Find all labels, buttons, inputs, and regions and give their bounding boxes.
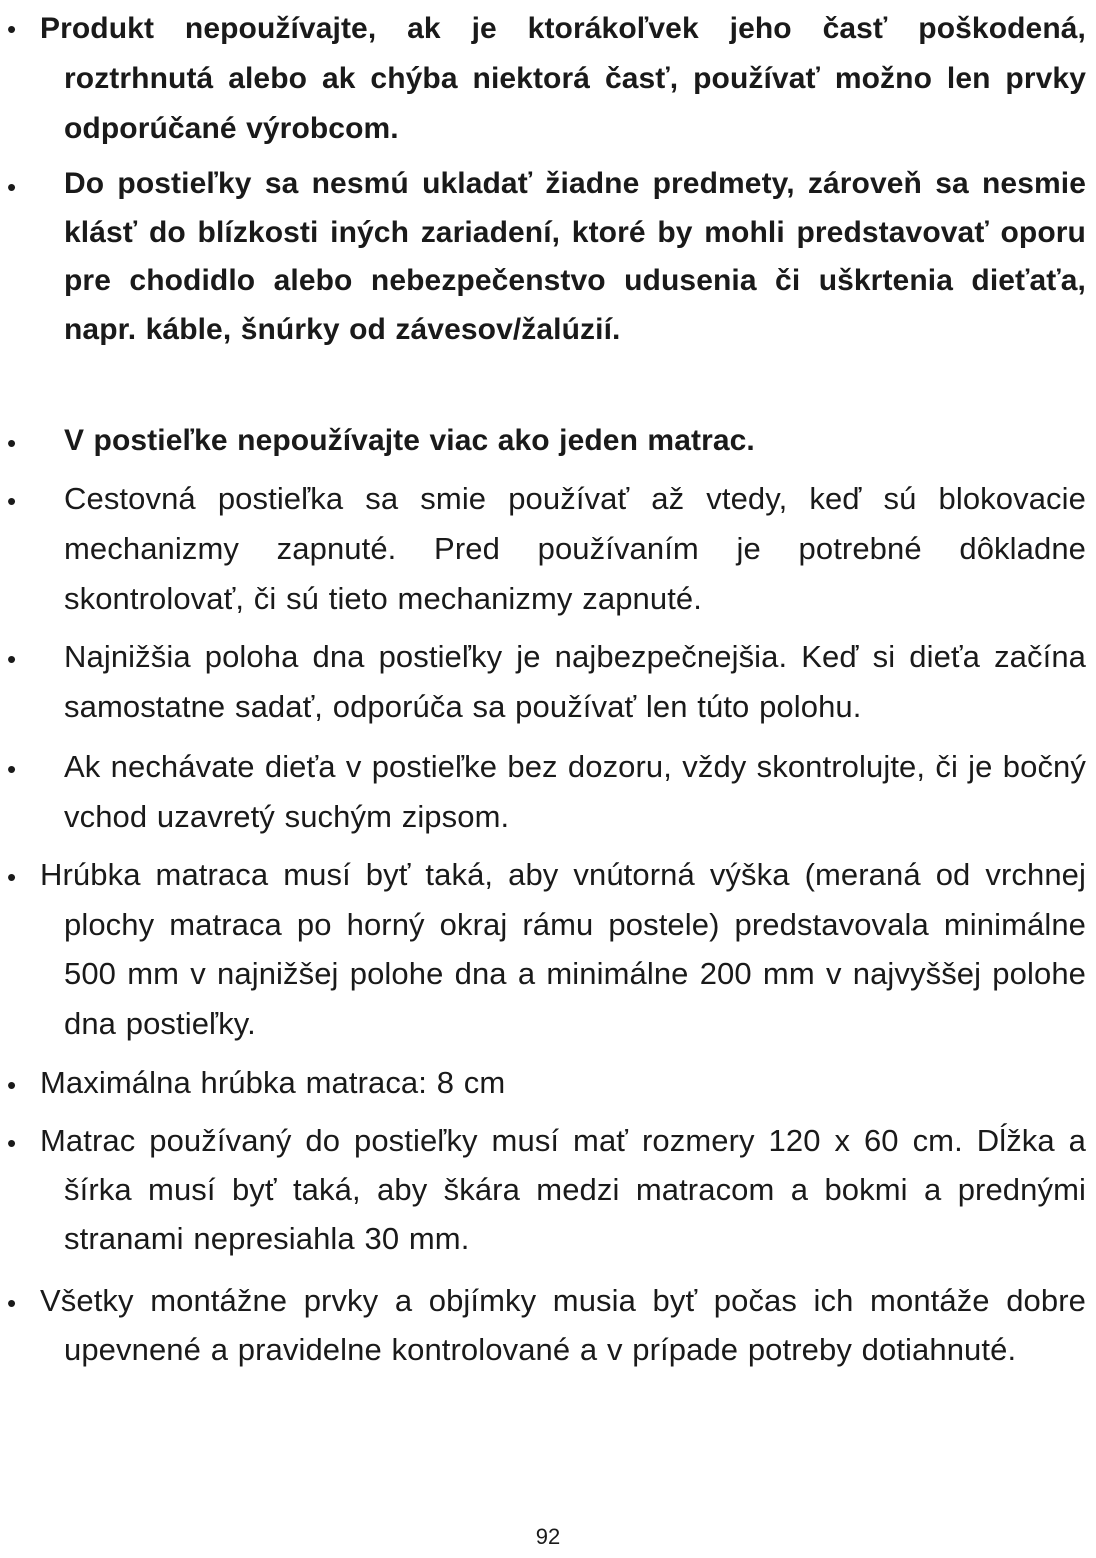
bullet: • [7,486,17,516]
bullet: • [7,754,17,784]
bullet: • [7,1070,17,1100]
page-number: 92 [535,1524,561,1549]
bullet: • [7,428,17,458]
list-item-text: Produkt nepoužívajte, ak je ktorákoľvek jeho časť poškodená, roztrhnutá alebo ak chýba niektorá časť, používať možno len prvky odporúčané výrobcom. [40,12,1086,145]
list-item-text: Hrúbka matraca musí byť taká, aby vnútorná výška (meraná od vrchnej plochy matraca po horný okraj rámu postele) predstavovala minimálne 500 mm v najnižšej polohe dna a minimálne 200 mm v najvyššej polohe dna postieľky. [40,857,1086,1041]
bullet: • [7,1128,17,1158]
list-item-text: V postieľke nepoužívajte viac ako jeden matrac. [64,424,755,457]
list-item-text: Ak nechávate dieťa v postieľke bez dozoru, vždy skontrolujte, či je bočný vchod uzavretý suchým zipsom. [64,749,1086,834]
list-item-text: Všetky montážne prvky a objímky musia byť počas ich montáže dobre upevnené a pravidelne kontrolované a v prípade potreby dotiahnuté. [40,1283,1086,1367]
bullet: • [7,644,17,674]
list-item-text: Cestovná postieľka sa smie používať až vtedy, keď sú blokovacie mechanizmy zapnuté. Pred používaním je potrebné dôkladne skontrolovať, či sú tieto mechanizmy zapnuté. [64,481,1086,616]
bullet: • [7,1288,17,1318]
bullet: • [7,862,17,892]
list-item-text: Maximálna hrúbka matraca: 8 cm [40,1065,506,1100]
list-item-text: Matrac používaný do postieľky musí mať rozmery 120 x 60 cm. Dĺžka a šírka musí byť taká, aby škára medzi matracom a bokmi a prednými stranami nepresiahla 30 mm. [40,1123,1086,1256]
bullet: • [7,172,17,202]
list-item-text: Do postieľky sa nesmú ukladať žiadne predmety, zároveň sa nesmie klásť do blízkosti iných zariadení, ktoré by mohli predstavovať oporu pre chodidlo alebo nebezpečenstvo udusenia či uškrtenia dieťaťa, napr. káble, šnúrky od závesov/žalúzií. [64,167,1086,346]
bullet: • [7,14,17,44]
list-item-text: Najnižšia poloha dna postieľky je najbezpečnejšia. Keď si dieťa začína samostatne sadať, odporúča sa používať len túto polohu. [64,639,1086,724]
